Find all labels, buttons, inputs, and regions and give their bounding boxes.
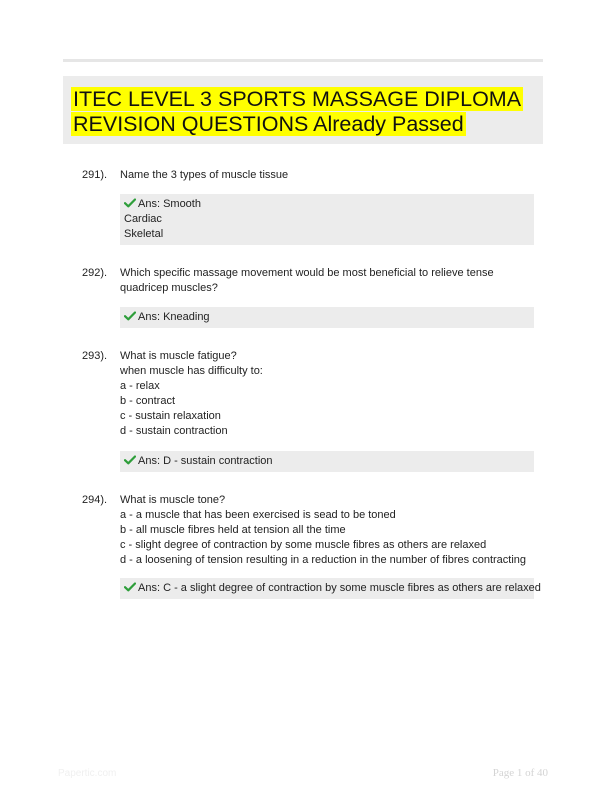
top-rule (63, 59, 543, 62)
check-icon (124, 582, 136, 592)
question-number: 292). (82, 267, 108, 279)
check-icon (124, 455, 136, 465)
question-number: 293). (82, 350, 108, 362)
watermark: Papertic.com (58, 768, 117, 779)
answer-text: Ans: Smooth (138, 198, 201, 210)
question-text: Which specific massage movement would be most beneficial to relieve tense quadricep muscles? (120, 267, 494, 294)
answer-box (120, 307, 534, 328)
question-number: 291). (82, 169, 108, 181)
title-line: REVISION QUESTIONS Already Passed (73, 112, 464, 136)
check-icon (124, 198, 136, 208)
answer-text: Ans: D - sustain contraction (138, 455, 273, 467)
question-text: What is muscle fatigue? when muscle has difficulty to: a - relax b - contract c - sustain relaxation d - sustain contraction (120, 350, 263, 437)
question-number: 294). (82, 494, 108, 506)
title-block (63, 76, 543, 144)
answer-box (120, 194, 534, 245)
answer-text: Ans: Kneading (138, 311, 210, 323)
question-text: What is muscle tone? a - a muscle that has been exercised is sead to be toned b - all muscle fibres held at tension all the time c - slight degree of contraction by some muscle fibres as others are relaxed d - a loosening of tension resulting in a reduction in the number of fibres contracting (120, 494, 527, 566)
check-icon (124, 311, 136, 321)
answer-text: Ans: C - a slight degree of contraction by some muscle fibres as others are relaxed (138, 582, 541, 594)
title-line: ITEC LEVEL 3 SPORTS MASSAGE DIPLOMA (73, 87, 522, 111)
answer-box (120, 578, 541, 599)
page-indicator: Page 1 of 40 (492, 767, 548, 779)
answer-box (120, 451, 534, 472)
answer-text: Skeletal (124, 228, 164, 240)
question-text: Name the 3 types of muscle tissue (120, 169, 289, 181)
answer-text: Cardiac (124, 213, 162, 225)
